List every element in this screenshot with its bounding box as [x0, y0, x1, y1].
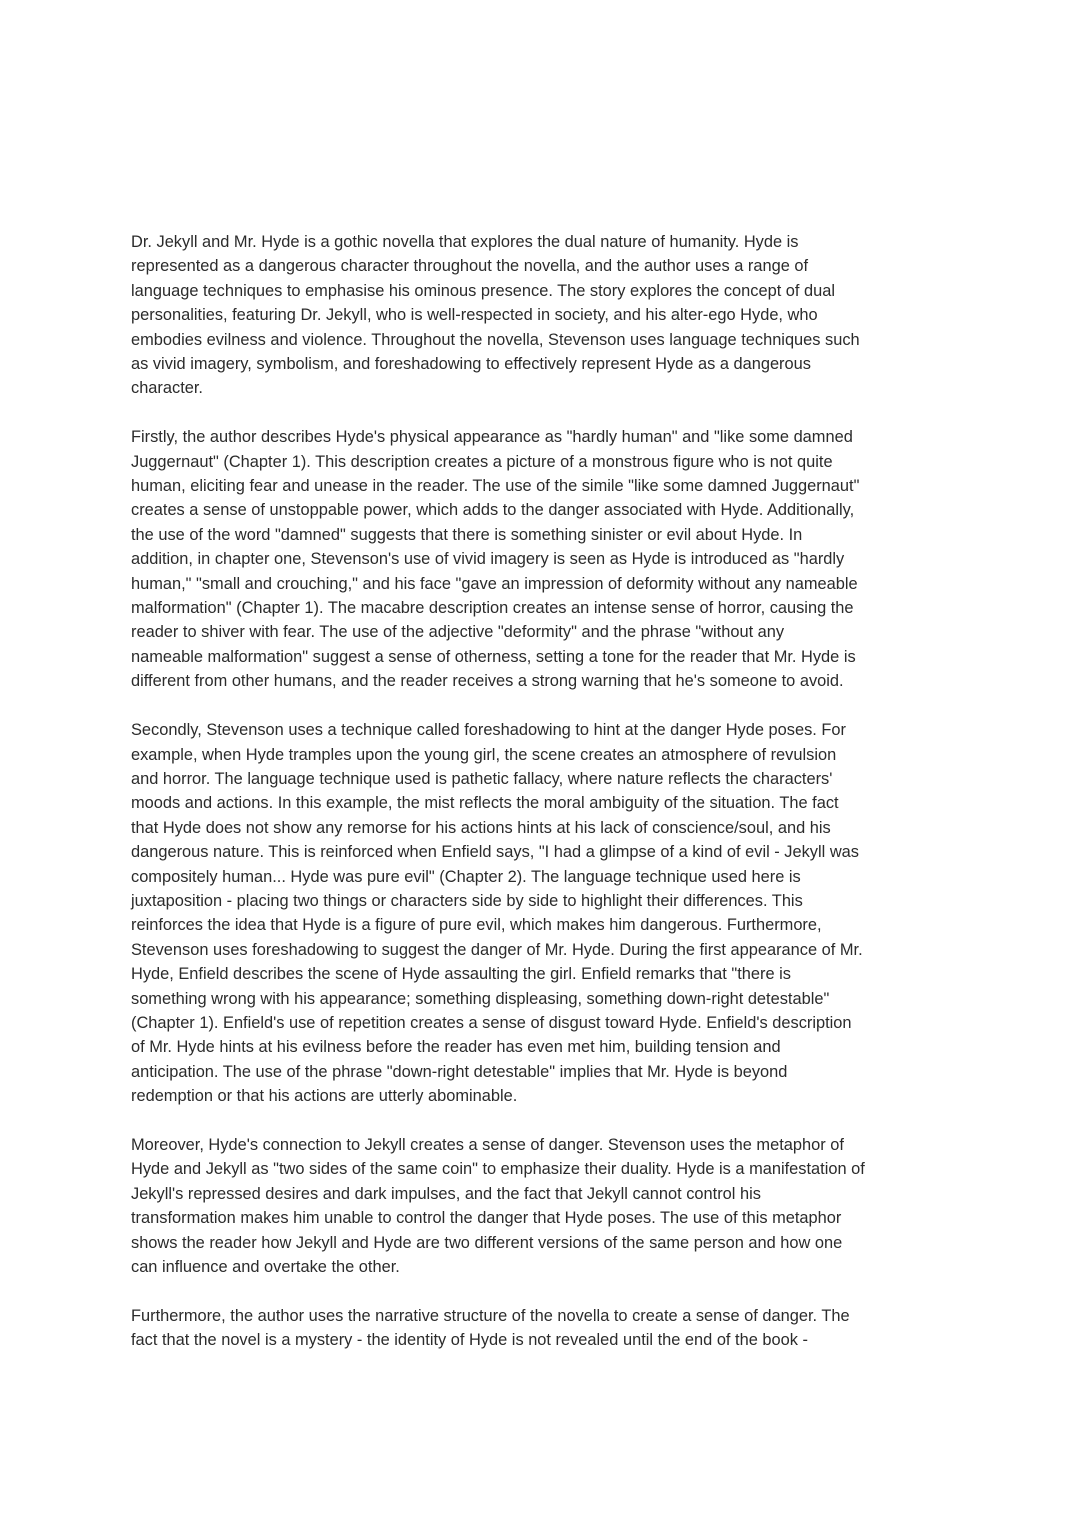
paragraph-line: shows the reader how Jekyll and Hyde are two different versions of the same person and how one	[131, 1233, 843, 1252]
paragraph-line: Hyde, Enfield describes the scene of Hyde assaulting the girl. Enfield remarks that "there is	[131, 965, 791, 984]
paragraph-line: anticipation. The use of the phrase "down-right detestable" implies that Mr. Hyde is beyond	[131, 1062, 788, 1081]
essay-paragraph	[131, 718, 961, 1109]
paragraph-line: human," "small and crouching," and his face "gave an impression of deformity without any nameable	[131, 574, 858, 593]
paragraph-line: personalities, featuring Dr. Jekyll, who is well-respected in society, and his alter-ego Hyde, who	[131, 306, 818, 325]
essay-body	[131, 230, 961, 1353]
paragraph-line: that Hyde does not show any remorse for his actions hints at his lack of conscience/soul, and his	[131, 818, 831, 837]
paragraph-line: fact that the novel is a mystery - the identity of Hyde is not revealed until the end of the book -	[131, 1331, 808, 1350]
essay-paragraph	[131, 425, 961, 693]
paragraph-line: Juggernaut" (Chapter 1). This description creates a picture of a monstrous figure who is not quite	[131, 452, 833, 471]
paragraph-line: can influence and overtake the other.	[131, 1258, 400, 1277]
paragraph-line: juxtaposition - placing two things or characters side by side to highlight their differences. This	[131, 891, 803, 910]
essay-paragraph	[131, 1133, 961, 1279]
paragraph-line: example, when Hyde tramples upon the young girl, the scene creates an atmosphere of revulsion	[131, 745, 837, 764]
paragraph-line: Secondly, Stevenson uses a technique called foreshadowing to hint at the danger Hyde poses. For	[131, 721, 846, 740]
paragraph-line: addition, in chapter one, Stevenson's use of vivid imagery is seen as Hyde is introduced as "hardly	[131, 550, 845, 569]
paragraph-line: Furthermore, the author uses the narrative structure of the novella to create a sense of danger. The	[131, 1306, 850, 1325]
paragraph-line: language techniques to emphasise his ominous presence. The story explores the concept of dual	[131, 281, 836, 300]
paragraph-line: Dr. Jekyll and Mr. Hyde is a gothic novella that explores the dual nature of humanity. Hyde is	[131, 233, 799, 251]
paragraph-line: Hyde and Jekyll as "two sides of the same coin" to emphasize their duality. Hyde is a manifestation of	[131, 1160, 865, 1179]
paragraph-line: embodies evilness and violence. Throughout the novella, Stevenson uses language techniques such	[131, 330, 860, 349]
paragraph-line: Stevenson uses foreshadowing to suggest the danger of Mr. Hyde. During the first appearance of Mr.	[131, 940, 863, 959]
paragraph-line: compositely human... Hyde was pure evil" (Chapter 2). The language technique used here is	[131, 867, 801, 886]
paragraph-line: something wrong with his appearance; something displeasing, something down-right detestable"	[131, 989, 830, 1008]
paragraph-line: (Chapter 1). Enfield's use of repetition creates a sense of disgust toward Hyde. Enfield's description	[131, 1013, 852, 1032]
paragraph-line: creates a sense of unstoppable power, which adds to the danger associated with Hyde. Additionally,	[131, 501, 855, 520]
paragraph-line: dangerous nature. This is reinforced when Enfield says, "I had a glimpse of a kind of evil - Jekyll was	[131, 843, 859, 862]
paragraph-line: represented as a dangerous character throughout the novella, and the author uses a range of	[131, 257, 809, 276]
paragraph-line: Moreover, Hyde's connection to Jekyll creates a sense of danger. Stevenson uses the metaphor of	[131, 1135, 844, 1154]
paragraph-line: as vivid imagery, symbolism, and foreshadowing to effectively represent Hyde as a dangerous	[131, 355, 811, 374]
paragraph-line: transformation makes him unable to control the danger that Hyde poses. The use of this metaphor	[131, 1209, 842, 1228]
paragraph-line: of Mr. Hyde hints at his evilness before the reader has even met him, building tension and	[131, 1038, 781, 1057]
essay-paragraph	[131, 1304, 961, 1353]
paragraph-line: malformation" (Chapter 1). The macabre description creates an intense sense of horror, causing the	[131, 599, 854, 618]
paragraph-line: character.	[131, 379, 203, 398]
paragraph-line: the use of the word "damned" suggests that there is something sinister or evil about Hyde. In	[131, 525, 803, 544]
paragraph-line: reinforces the idea that Hyde is a figure of pure evil, which makes him dangerous. Furthermore,	[131, 916, 822, 935]
paragraph-line: moods and actions. In this example, the mist reflects the moral ambiguity of the situation. The fact	[131, 794, 839, 813]
essay-paragraph	[131, 230, 961, 401]
paragraph-line: and horror. The language technique used is pathetic fallacy, where nature reflects the characters'	[131, 769, 833, 788]
paragraph-line: human, eliciting fear and unease in the reader. The use of the simile "like some damned Juggernaut"	[131, 477, 860, 496]
paragraph-line: redemption or that his actions are utterly abominable.	[131, 1087, 518, 1106]
paragraph-line: Jekyll's repressed desires and dark impulses, and the fact that Jekyll cannot control his	[131, 1184, 761, 1203]
paragraph-line: different from other humans, and the reader receives a strong warning that he's someone to avoid.	[131, 672, 844, 691]
paragraph-line: nameable malformation" suggest a sense of otherness, setting a tone for the reader that Mr. Hyde is	[131, 647, 856, 666]
paragraph-line: reader to shiver with fear. The use of the adjective "deformity" and the phrase "without any	[131, 623, 785, 642]
paragraph-line: Firstly, the author describes Hyde's physical appearance as "hardly human" and "like some damned	[131, 428, 853, 447]
